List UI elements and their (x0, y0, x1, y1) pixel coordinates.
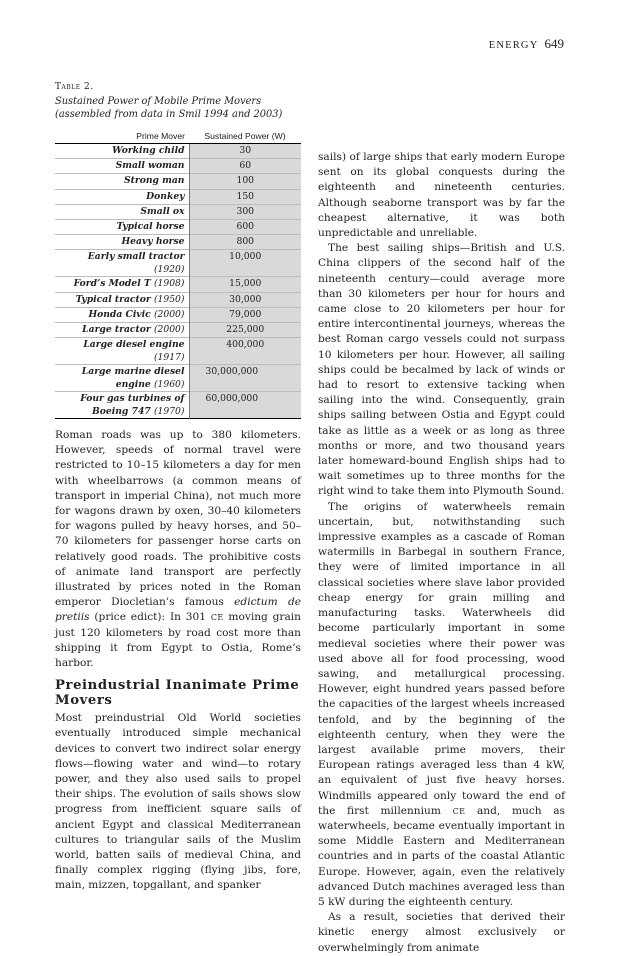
prime-mover-name (55, 159, 189, 174)
prime-mover-name (55, 204, 189, 219)
table-caption-line1: Sustained Power of Mobile Prime Movers (55, 96, 262, 107)
sustained-power-value: 10,000 (189, 250, 301, 277)
left-column (55, 428, 301, 894)
sustained-power-value: 30 (189, 144, 301, 159)
prime-mover-label: Four gas turbines of (80, 393, 185, 405)
table-row (55, 159, 301, 174)
prime-mover-name (55, 144, 189, 159)
table-row (55, 277, 301, 292)
prime-mover-label: Honda Civic (88, 308, 151, 320)
prime-mover-name (55, 277, 189, 292)
sustained-power-value: 400,000 (189, 338, 301, 365)
prime-mover-year: (1908) (153, 278, 185, 290)
prime-mover-label: Strong man (123, 175, 185, 187)
sustained-power-value: 15,000 (189, 277, 301, 292)
text-run: and, much as waterwheels, became eventually important in some Middle Eastern and Mediterranean countries and in parts of the coastal Atlantic Europe. However, again, even the relatively advanced Dutch machines averaged less than 5 kW during the eighteenth century. (318, 804, 565, 908)
table-row (55, 307, 301, 322)
sustained-power-value: 600 (189, 219, 301, 234)
column-header-sustained-power: Sustained Power (W) (189, 131, 301, 144)
prime-mover-name (55, 292, 189, 307)
table-row (55, 322, 301, 337)
table-row (55, 338, 301, 365)
table-row (55, 219, 301, 234)
table-caption (55, 96, 301, 121)
latin-term: edictum de pretiis (55, 596, 301, 624)
table-row (55, 250, 301, 277)
table-label: Table 2. (55, 82, 94, 92)
sustained-power-value: 225,000 (189, 322, 301, 337)
prime-mover-name (55, 365, 189, 392)
left-paragraph-1 (55, 428, 301, 671)
sustained-power-value: 60,000,000 (189, 392, 301, 419)
prime-mover-label: Small woman (115, 160, 185, 172)
prime-mover-label: Large tractor (82, 323, 151, 335)
sustained-power-value: 30,000 (189, 292, 301, 307)
sustained-power-value: 150 (189, 189, 301, 204)
prime-mover-label: Heavy horse (121, 236, 185, 248)
page-number: 649 (544, 36, 564, 51)
text-run: (price edict): In 301 (89, 611, 211, 624)
running-head-title: ENERGY (488, 40, 539, 51)
prime-mover-year: (1917) (153, 352, 185, 364)
right-paragraph-4: As a result, societies that derived their kinetic energy almost exclusively or overwhelmingly from animate (318, 911, 565, 954)
table-caption-line2: (assembled from data in Smil 1994 and 2003) (55, 108, 283, 120)
sustained-power-value: 30,000,000 (189, 365, 301, 392)
prime-mover-name (55, 219, 189, 234)
prime-mover-name (55, 338, 189, 365)
prime-mover-year: (1960) (153, 379, 185, 391)
sustained-power-value: 100 (189, 174, 301, 189)
prime-mover-label: Donkey (146, 190, 185, 202)
prime-mover-name (55, 189, 189, 204)
table-row (55, 174, 301, 189)
era-abbreviation: CE (452, 806, 466, 816)
sustained-power-value: 79,000 (189, 307, 301, 322)
prime-mover-year: (2000) (153, 323, 185, 335)
running-head (489, 36, 564, 52)
prime-mover-name (55, 392, 189, 419)
prime-mover-label: Typical tractor (75, 293, 151, 305)
table-block (55, 82, 301, 419)
prime-mover-label: Working child (112, 145, 185, 156)
right-paragraph-2: The best sailing ships—British and U.S. China clippers of the second half of the nineteenth century—could average more than 30 kilometers per hour for hours and came close to 20 kilometers per hour for entire intercontinental journeys, whereas the best Roman cargo vessels could not surpass 10 kilometers per hour. However, all sailing ships could be becalmed by lack of winds or had to resort to extensive tacking when sailing into the wind. Consequently, grain ships sailing between Ostia and Egypt could take as little as a week or as long as three months or more, and two thousand years later homeward-bound English ships had to wait sometimes up to three months for the right wind to take them into Plymouth Sound. (318, 242, 565, 498)
table-body (55, 144, 301, 419)
prime-mover-year: (1920) (153, 264, 185, 276)
text-run: Roman roads was up to 380 kilometers. However, speeds of normal travel were restricted to 10–15 kilometers a day for men with wheelbarrows (a common means of transport in imperial China), not much more for wagons drawn by oxen, 30–40 kilometers for wagons pulled by heavy horses, and 50–70 kilometers for passenger horse carts on relatively good roads. The prohibitive costs of animate land transport are perfectly illustrated by prices noted in the Roman emperor Diocletian’s famous (55, 429, 301, 609)
prime-mover-label: Early small tractor (87, 251, 185, 263)
prime-mover-label-cont: Boeing 747 (92, 406, 151, 418)
right-column (318, 150, 565, 956)
prime-mover-label: Large marine diesel (81, 366, 185, 378)
prime-mover-name (55, 174, 189, 189)
sustained-power-value: 60 (189, 159, 301, 174)
prime-mover-label: Ford’s Model T (73, 278, 151, 290)
table-row (55, 204, 301, 219)
table-row (55, 365, 301, 392)
left-paragraph-2: Most preindustrial Old World societies eventually introduced simple mechanical devices to convert two indirect solar energy flows—flowing water and wind—to rotary power, and they also used sails to propel their ships. The evolution of sails shows slow progress from inefficient square sails of ancient Egypt and classical Mediterranean cultures to triangular sails of the Muslim world, batten sails of medieval China, and finally complex rigging (flying jibs, fore, main, mizzen, topgallant, and spanker (55, 712, 301, 892)
right-paragraph-3 (318, 500, 565, 910)
table-row (55, 144, 301, 159)
column-header-prime-mover: Prime Mover (55, 131, 189, 144)
prime-mover-label-cont: engine (115, 379, 151, 391)
table-row (55, 392, 301, 419)
era-abbreviation: CE (210, 613, 224, 623)
prime-mover-year: (1970) (153, 406, 185, 418)
prime-mover-label: Typical horse (116, 220, 185, 232)
prime-mover-name (55, 235, 189, 250)
right-paragraph-1: sails) of large ships that early modern Europe sent on its global conquests during the eighteenth and nineteenth centuries. Although seaborne transport was by far the cheapest alternative, it was both unpredictable and unreliable. (318, 151, 565, 240)
table-row (55, 189, 301, 204)
prime-mover-name (55, 307, 189, 322)
power-table (55, 131, 301, 419)
prime-mover-name (55, 322, 189, 337)
prime-mover-year: (2000) (153, 308, 185, 320)
sustained-power-value: 300 (189, 204, 301, 219)
prime-mover-name (55, 250, 189, 277)
text-run: The origins of waterwheels remain uncertain, but, notwithstanding such impressive examples as a cascade of Roman watermills in Barbegal in southern France, they were of limited importance in all classical societies where slave labor provided cheap energy for grain milling and manufacturing tasks. Waterwheels did become particularly important in some medieval societies where their power was used above all for food processing, wood sawing, and metallurgical processing. However, eight hundred years passed before the capacities of the largest wheels increased tenfold, and by the beginning of the eighteenth century, when they were the largest available prime movers, their European ratings averaged less than 4 kW, an equivalent of just five heavy horses. Windmills appeared only toward the end of the first millennium (318, 500, 565, 817)
prime-mover-year: (1950) (153, 293, 185, 305)
sustained-power-value: 800 (189, 235, 301, 250)
prime-mover-label: Small ox (140, 205, 185, 217)
text-run: moving grain just 120 kilometers by road cost more than shipping it from Egypt to Ostia, Rome’s harbor. (55, 611, 302, 670)
prime-mover-label: Large diesel engine (83, 339, 185, 351)
table-row (55, 235, 301, 250)
table-row (55, 292, 301, 307)
section-heading: Preindustrial Inanimate Prime Movers (55, 678, 300, 708)
